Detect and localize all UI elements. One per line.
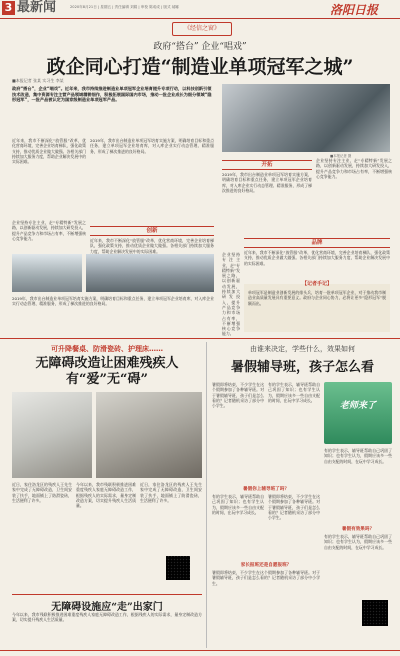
article-column: 企业坚持专注主业，走“专精特新”发展之路，以创新驱动发展，持续加大研发投入，提升产品竞争力和市场占有率，不断增强核心竞争能力。 (12, 220, 86, 241)
article-column: 有的学生表示，辅导班帮助自己巩固了知识；也有学生认为，假期应该多一些自由支配的时间，在玩中学习成长。 (324, 448, 392, 464)
edition-info: 2020年8月21日 | 星期五 | 责任编辑 刘娟 | 审校 陈成成 | 版式 郝娜 (70, 5, 179, 9)
article-column: 有的学生表示，辅导班帮助自己巩固了知识；也有学生认为，假期应该多一些自由支配的时间，在玩中学习成长。 (324, 534, 392, 550)
article-column: 今年以来，我市残联积极推进困难重度残疾人家庭无障碍改造工作，根据残疾人的实际需求，量身定制改造方案，切实提升残疾人生活质量。 (76, 482, 136, 509)
reporter-note-label: 【记者手记】 (301, 281, 332, 287)
section-divider (0, 338, 400, 339)
bottom-left-headline: 无障碍改造让困难残疾人有“爱”无“碍” (35, 356, 179, 387)
article-column: 2019年，我市出台制造业单项冠军培育实施方案，明确培育目标和重点任务，建立单项冠军企业培育库，对入库企业实行动态管理、精准服务，形成了梯次推进的良好格局。 (222, 172, 312, 193)
story-divider (12, 594, 202, 595)
article-column: 有的学生表示，辅导班帮助自己巩固了知识；也有学生认为，假期应该多一些自由支配的时间，在玩中学习成长。 (268, 382, 320, 403)
bottom-left-subheadline: 无障碍设施应“走”出家门 (51, 602, 163, 613)
top-headline: 政企同心打造“制造业单项冠军之城” (46, 56, 354, 78)
section-label-explore: 开拓 (222, 160, 312, 170)
article-column: 企业坚持专注主业，走“专精特新”发展之路，以创新驱动发展，持续加大研发投入，提升产品竞争力和市场占有率，不断增强核心竞争能力。 (316, 158, 392, 179)
workshop-photo (12, 254, 82, 292)
illustration-title: 老师来了 (339, 401, 376, 411)
bottom-right-headline: 暑假辅导班，孩子怎么看 (230, 360, 374, 375)
article-column: 2019年，我市出台制造业单项冠军培育实施方案，明确培育目标和重点任务，建立单项冠军企业培育库，对入库企业实行动态管理、精准服务，形成了梯次推进的良好格局。 (12, 296, 214, 307)
article-column: 暑假即将结束，不少学生在这个假期参加了各种辅导班。对于暑假辅导班，孩子们是怎么看的？记者随机采访了部分中小学生。 (212, 570, 320, 586)
photo-caption: ■本报记者 摄 (330, 154, 352, 158)
factory-photo (222, 84, 390, 152)
column-tag: 《经信之窗》 (172, 22, 232, 36)
article-column: 近日，家住洛龙区的残疾人王先生家中完成了无障碍改造，卫生间安装了扶手，地面铺上了防滑瓷砖，生活便利了许多。 (140, 482, 202, 503)
article-column: 近日，家住洛龙区的残疾人王先生家中完成了无障碍改造，卫生间安装了扶手，地面铺上了防滑瓷砖，生活便利了许多。 (12, 482, 72, 503)
article-column: 近年来，我市不断深化“放管服”改革，优化营商环境，完善企业培育梯队，强化政策支持，推动优质企业做大做强。各相关部门持续加大服务力度，帮助企业解决发展中的实际困难。 (90, 238, 214, 254)
question-heading: 暑假有效果吗？ (341, 527, 375, 532)
section-label-innovation: 创新 (90, 226, 214, 236)
section-label-brand: 品牌 (244, 238, 390, 248)
reporter-note-text: 单项冠军是制造业创新发展的排头兵，培育一批单项冠军企业，对于推动我市制造业高质量发展具有重要意义。政府与企业同心协力，必将让更多“隐形冠军”脱颖而出。 (248, 290, 386, 306)
question-heading: 家长报班还是自愿报班？ (240, 563, 292, 568)
footer-rule (0, 650, 400, 651)
qr-code (362, 600, 388, 626)
article-column: 有的学生表示，辅导班帮助自己巩固了知识；也有学生认为，假期应该多一些自由支配的时间，在玩中学习成长。 (212, 494, 264, 515)
article-column: 近年来，我市不断深化“放管服”改革，优化营商环境，完善企业培育梯队，强化政策支持，推动优质企业做大做强。各相关部门持续加大服务力度，帮助企业解决发展中的实际困难。 (244, 250, 390, 266)
article-column: 2019年，我市出台制造业单项冠军培育实施方案，明确培育目标和重点任务，建立单项冠军企业培育库，对入库企业实行动态管理、精准服务，形成了梯次推进的良好格局。 (90, 138, 214, 154)
qr-code (166, 556, 190, 580)
bottom-right-kicker: 由谁来决定，学些什么，效果如何 (250, 345, 355, 353)
article-column: 企业坚持专注主业，走“专精特新”发展之路，以创新驱动发展，持续加大研发投入，提升产品竞争力和市场占有率，不断增强核心竞争能力。 (222, 252, 240, 337)
lead-paragraph: 政府“搭台”，企业“唱戏”。近年来，我市持续推进制造业单项冠军企业培育提升专项行动，以科技创新引领技术改造，集中资源专注主营产品领域精耕细作，积极拓展国际国内市场，推动一批企业成长为细分领域“隐形冠军”，一批产品被认定为国家级制造业单项冠军产品。 (12, 86, 212, 103)
article-column: 暑假即将结束，不少学生在这个假期参加了各种辅导班。对于暑假辅导班，孩子们是怎么看的？记者随机采访了部分中小学生。 (212, 382, 264, 409)
byline: ■本报记者 张某 实习生 李某 (12, 78, 64, 83)
newspaper-logo: 洛阳日报 (330, 3, 379, 17)
industrial-park-photo (86, 254, 214, 292)
page-number: 3 (2, 1, 15, 15)
article-column: 今年以来，我市残联积极推进困难重度残疾人家庭无障碍改造工作，根据残疾人的实际需求，量身定制改造方案，切实提升残疾人生活质量。 (12, 612, 202, 623)
column-divider (206, 342, 207, 648)
article-column: 暑假即将结束，不少学生在这个假期参加了各种辅导班。对于暑假辅导班，孩子们是怎么看的？记者随机采访了部分中小学生。 (268, 494, 320, 521)
article-column: 近年来，我市不断深化“放管服”改革，优化营商环境，完善企业培育梯队，强化政策支持，推动优质企业做大做强。各相关部门持续加大服务力度，帮助企业解决发展中的实际困难。 (12, 138, 86, 165)
illustration-graphic (324, 382, 392, 444)
renovation-photo (12, 392, 92, 478)
bottom-left-kicker: 可升降餐桌、防滑瓷砖、护理床…… (51, 345, 163, 353)
bathroom-photo (96, 392, 202, 478)
section-title: 最新闻 (17, 0, 57, 15)
top-subheadline: 政府“搭台” 企业“唱戏” (153, 42, 247, 52)
question-heading: 暑假你上辅导班了吗？ (243, 487, 289, 492)
